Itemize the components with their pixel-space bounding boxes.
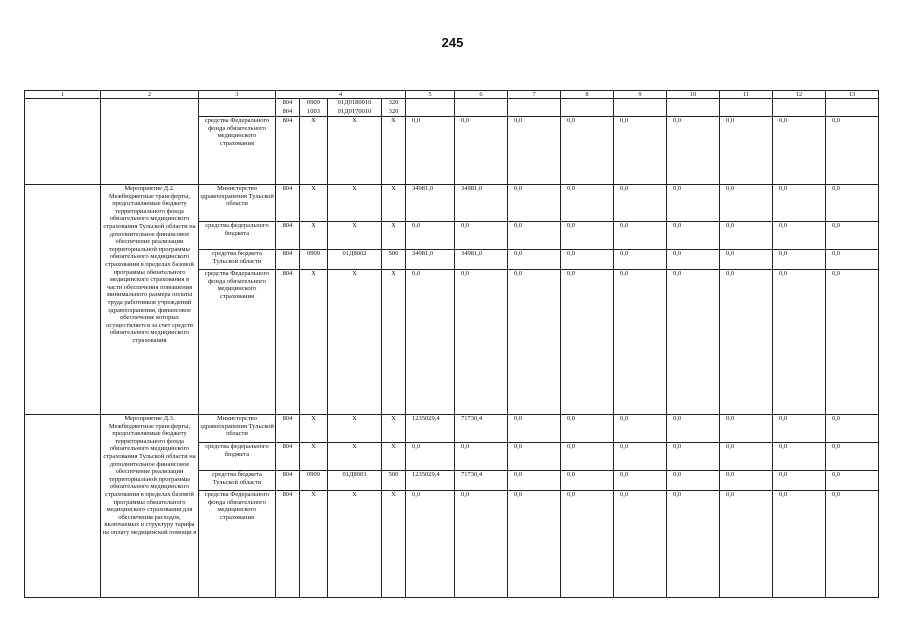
- value-cell: 0,0: [455, 270, 508, 415]
- value-cell: 0,0: [826, 443, 879, 471]
- value-cell: 0,0: [667, 491, 720, 598]
- code-cell: 500: [382, 250, 406, 270]
- value-cell: 71730,4: [455, 415, 508, 443]
- value-cell: 34981,0: [455, 250, 508, 270]
- source-cell: средства федерального бюджета: [199, 443, 276, 471]
- value-cell: 0,0: [561, 117, 614, 185]
- code-cell: 804: [276, 99, 300, 108]
- value-cell: [406, 99, 455, 108]
- value-cell: 0,0: [773, 270, 826, 415]
- value-cell: 0,0: [508, 250, 561, 270]
- code-cell: 1003: [300, 108, 328, 117]
- value-cell: [455, 99, 508, 108]
- value-cell: 0,0: [508, 491, 561, 598]
- column-header: 5: [406, 91, 455, 99]
- code-cell: 804: [276, 185, 300, 222]
- event-d2-description: Мероприятие Д.2. Межбюджетные трансферты, предоставляемые бюджету территориального фонда обязательного медицинского страхования Тульской области на дополнительное финансовое обеспечение реализации территориальной программы обязательного медицинского страхования в пределах базовой программы обязательного медицинского страхования в части обеспечения повышения минимального размера оплаты труда работников учреждений здравоохранения, финансовое обеспечение которых осуществляется за счет средств обязательного медицинского страхования: [101, 185, 199, 415]
- value-cell: 0,0: [826, 117, 879, 185]
- value-cell: 0,0: [455, 222, 508, 250]
- value-cell: 0,0: [720, 117, 773, 185]
- code-cell: 01Д0180010: [328, 99, 382, 108]
- value-cell: 0,0: [826, 222, 879, 250]
- code-cell: X: [382, 270, 406, 415]
- value-cell: [508, 99, 561, 108]
- value-cell: 0,0: [508, 270, 561, 415]
- code-cell: 01Д8003: [328, 471, 382, 491]
- source-cell: средства бюджета Тульской области: [199, 250, 276, 270]
- code-cell: X: [300, 270, 328, 415]
- value-cell: 0,0: [406, 491, 455, 598]
- code-cell: 01Д8002: [328, 250, 382, 270]
- code-cell: 804: [276, 471, 300, 491]
- value-cell: 0,0: [720, 491, 773, 598]
- value-cell: [508, 108, 561, 117]
- value-cell: 0,0: [508, 415, 561, 443]
- value-cell: 0,0: [508, 443, 561, 471]
- budget-row: [25, 185, 879, 222]
- value-cell: 0,0: [406, 222, 455, 250]
- value-cell: 0,0: [614, 117, 667, 185]
- value-cell: 0,0: [508, 185, 561, 222]
- source-cell: средства Федерального фонда обязательного медицинского страхования: [199, 270, 276, 415]
- code-cell: X: [382, 443, 406, 471]
- code-cell: X: [300, 222, 328, 250]
- code-cell: 0909: [300, 250, 328, 270]
- description-cell: [101, 99, 199, 185]
- value-cell: 0,0: [406, 443, 455, 471]
- code-cell: X: [328, 491, 382, 598]
- value-cell: 0,0: [826, 491, 879, 598]
- value-cell: 0,0: [614, 415, 667, 443]
- column-header: 11: [720, 91, 773, 99]
- value-cell: 0,0: [614, 185, 667, 222]
- value-cell: 0,0: [614, 443, 667, 471]
- value-cell: 0,0: [614, 250, 667, 270]
- value-cell: [614, 108, 667, 117]
- value-cell: 0,0: [826, 471, 879, 491]
- code-cell: X: [382, 222, 406, 250]
- column-header: 4: [276, 91, 406, 99]
- value-cell: 0,0: [614, 270, 667, 415]
- value-cell: 0,0: [508, 222, 561, 250]
- code-cell: 500: [382, 471, 406, 491]
- code-cell: 804: [276, 491, 300, 598]
- value-cell: 0,0: [667, 471, 720, 491]
- value-cell: [561, 99, 614, 108]
- value-cell: 34981,0: [455, 185, 508, 222]
- value-cell: [720, 108, 773, 117]
- value-cell: 0,0: [455, 117, 508, 185]
- column-header: 8: [561, 91, 614, 99]
- code-cell: X: [328, 117, 382, 185]
- value-cell: 0,0: [561, 443, 614, 471]
- source-cell: [199, 99, 276, 108]
- page-number: 245: [441, 35, 464, 50]
- source-cell: Министерство здравоохранения Тульской области: [199, 185, 276, 222]
- budget-row: [25, 415, 879, 443]
- value-cell: 1235029,4: [406, 471, 455, 491]
- code-cell: 01Д0170010: [328, 108, 382, 117]
- code-cell: X: [328, 415, 382, 443]
- value-cell: 0,0: [720, 443, 773, 471]
- value-cell: 0,0: [773, 415, 826, 443]
- value-cell: 71730,4: [455, 471, 508, 491]
- value-cell: 0,0: [561, 270, 614, 415]
- value-cell: 0,0: [614, 491, 667, 598]
- code-cell: 320: [382, 108, 406, 117]
- value-cell: 0,0: [667, 443, 720, 471]
- value-cell: 0,0: [455, 491, 508, 598]
- value-cell: 0,0: [720, 471, 773, 491]
- value-cell: 0,0: [720, 415, 773, 443]
- header-row: [25, 91, 879, 99]
- value-cell: 0,0: [406, 270, 455, 415]
- value-cell: 34981,0: [406, 185, 455, 222]
- value-cell: [720, 99, 773, 108]
- value-cell: [614, 99, 667, 108]
- value-cell: 0,0: [667, 222, 720, 250]
- value-cell: 0,0: [773, 443, 826, 471]
- value-cell: [561, 108, 614, 117]
- value-cell: 0,0: [720, 270, 773, 415]
- value-cell: 0,0: [720, 185, 773, 222]
- value-cell: [826, 108, 879, 117]
- event-cell: [25, 99, 101, 185]
- code-cell: X: [382, 185, 406, 222]
- value-cell: 0,0: [773, 117, 826, 185]
- value-cell: 0,0: [667, 415, 720, 443]
- code-cell: 804: [276, 250, 300, 270]
- value-cell: 0,0: [561, 471, 614, 491]
- value-cell: 0,0: [561, 222, 614, 250]
- column-header: 1: [25, 91, 101, 99]
- value-cell: 0,0: [826, 185, 879, 222]
- code-cell: X: [328, 270, 382, 415]
- value-cell: [667, 108, 720, 117]
- source-cell: Министерство здравоохранения Тульской области: [199, 415, 276, 443]
- value-cell: 0,0: [561, 491, 614, 598]
- code-cell: 804: [276, 270, 300, 415]
- value-cell: 0,0: [773, 491, 826, 598]
- value-cell: 0,0: [667, 250, 720, 270]
- code-cell: X: [300, 185, 328, 222]
- source-cell: [199, 108, 276, 117]
- code-cell: 0909: [300, 471, 328, 491]
- source-cell: средства бюджета Тульской области: [199, 471, 276, 491]
- value-cell: 0,0: [455, 443, 508, 471]
- value-cell: [773, 99, 826, 108]
- source-cell: средства федерального бюджета: [199, 222, 276, 250]
- value-cell: 0,0: [561, 185, 614, 222]
- budget-table: [24, 90, 879, 598]
- value-cell: 0,0: [667, 117, 720, 185]
- code-cell: X: [328, 222, 382, 250]
- code-cell: 804: [276, 415, 300, 443]
- code-cell: 804: [276, 108, 300, 117]
- value-cell: [455, 108, 508, 117]
- value-cell: 0,0: [614, 471, 667, 491]
- code-cell: 0909: [300, 99, 328, 108]
- value-cell: 0,0: [406, 117, 455, 185]
- code-cell: X: [300, 443, 328, 471]
- code-cell: 320: [382, 99, 406, 108]
- value-cell: 0,0: [720, 222, 773, 250]
- value-cell: 0,0: [614, 222, 667, 250]
- value-cell: 34981,0: [406, 250, 455, 270]
- column-header: 10: [667, 91, 720, 99]
- value-cell: [826, 99, 879, 108]
- value-cell: 0,0: [826, 250, 879, 270]
- value-cell: 0,0: [561, 250, 614, 270]
- event-cell: [25, 415, 101, 598]
- column-header: 13: [826, 91, 879, 99]
- column-header: 6: [455, 91, 508, 99]
- value-cell: 0,0: [773, 250, 826, 270]
- value-cell: 1235029,4: [406, 415, 455, 443]
- value-cell: [667, 99, 720, 108]
- value-cell: [406, 108, 455, 117]
- code-cell: X: [300, 491, 328, 598]
- source-cell: средства Федерального фонда обязательного медицинского страхования: [199, 491, 276, 598]
- source-cell: средства Федерального фонда обязательного медицинского страхования: [199, 117, 276, 185]
- column-header: 9: [614, 91, 667, 99]
- column-header: 3: [199, 91, 276, 99]
- value-cell: 0,0: [720, 250, 773, 270]
- code-cell: 804: [276, 443, 300, 471]
- code-cell: X: [300, 415, 328, 443]
- value-cell: 0,0: [667, 270, 720, 415]
- value-cell: 0,0: [508, 471, 561, 491]
- code-cell: X: [382, 491, 406, 598]
- code-cell: X: [328, 185, 382, 222]
- code-cell: X: [382, 117, 406, 185]
- event-d3-description: Мероприятие Д.3. Межбюджетные трансферты, предоставляемые бюджету территориального фонда обязательного медицинского страхования Тульской области на дополнительное финансовое обеспечение реализации территориальной программы обязательного медицинского страхования в пределах базовой программы обязательного медицинского страхования для обеспечения расходов, включаемых в структуру тарифа на оплату медицинской помощи в: [101, 415, 199, 598]
- column-header: 2: [101, 91, 199, 99]
- code-line-row: [25, 99, 879, 108]
- column-header: 7: [508, 91, 561, 99]
- value-cell: 0,0: [773, 471, 826, 491]
- code-cell: 804: [276, 117, 300, 185]
- value-cell: 0,0: [826, 270, 879, 415]
- code-cell: X: [328, 443, 382, 471]
- value-cell: 0,0: [773, 222, 826, 250]
- value-cell: 0,0: [667, 185, 720, 222]
- code-cell: X: [382, 415, 406, 443]
- value-cell: 0,0: [773, 185, 826, 222]
- column-header: 12: [773, 91, 826, 99]
- value-cell: 0,0: [508, 117, 561, 185]
- value-cell: 0,0: [561, 415, 614, 443]
- code-cell: 804: [276, 222, 300, 250]
- value-cell: [773, 108, 826, 117]
- event-cell: [25, 185, 101, 415]
- value-cell: 0,0: [826, 415, 879, 443]
- code-cell: X: [300, 117, 328, 185]
